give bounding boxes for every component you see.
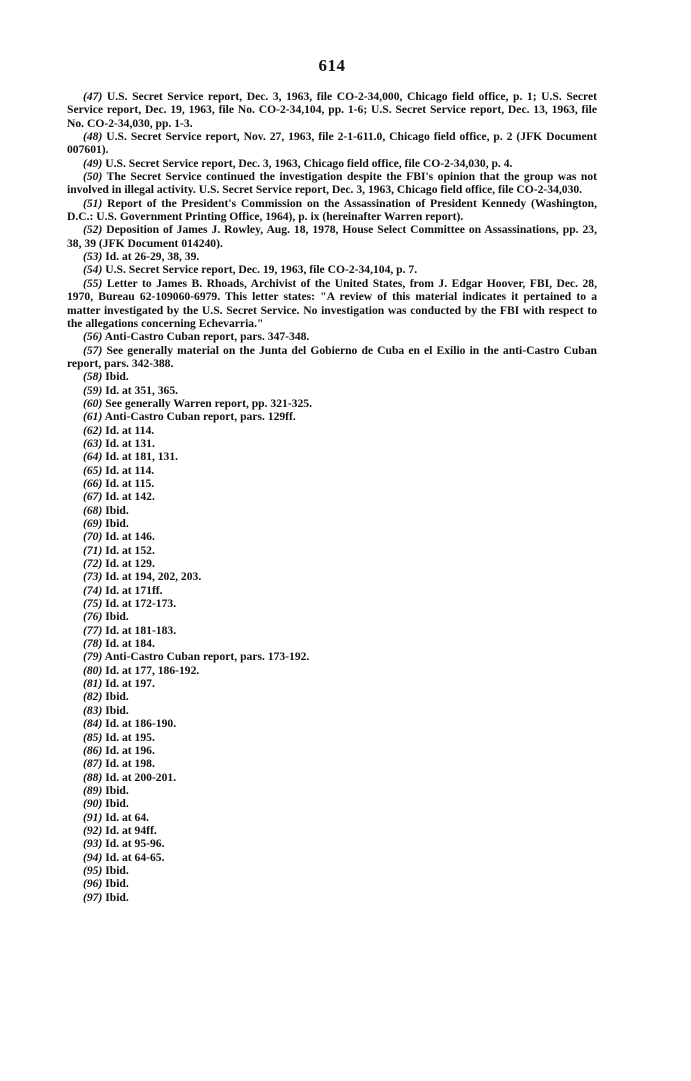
footnote-number: (87) — [83, 757, 103, 771]
footnote — [67, 504, 597, 517]
footnote-text: U.S. Secret Service report, Dec. 3, 1963, file CO-2-34,000, Chicago field office, p. 1; U.S. Secret Service report, Dec. 19, 1963, file No. CO-2-34,104, pp. 1-6; U.S. Secret Service report, Dec. 13, 1963, file No. CO-2-34,030, pp. 1-3. — [67, 90, 597, 130]
footnote-text: Id. at 197. — [105, 677, 155, 691]
footnote — [67, 797, 597, 810]
footnote — [67, 864, 597, 877]
footnote-number: (54) — [83, 263, 103, 277]
footnote — [67, 437, 597, 450]
footnote-number: (79) — [83, 650, 103, 664]
footnote — [67, 891, 597, 904]
footnote — [67, 784, 597, 797]
footnote — [67, 717, 597, 730]
footnote-text: Id. at 129. — [105, 557, 155, 571]
footnote-number: (51) — [83, 196, 103, 210]
footnote — [67, 477, 597, 490]
footnote-number: (80) — [83, 663, 103, 677]
footnote-text: Id. at 195. — [105, 730, 155, 744]
footnote — [67, 584, 597, 597]
footnote-text: Id. at 95-96. — [105, 837, 165, 851]
footnote-text: Id. at 114. — [105, 423, 155, 437]
footnote — [67, 637, 597, 650]
footnote-number: (83) — [83, 703, 103, 717]
footnote-text: See generally material on the Junta del Gobierno de Cuba en el Exilio in the anti-Castro Cuban report, pars. 342-388. — [67, 343, 597, 370]
footnote-text: Id. at 184. — [105, 637, 155, 651]
footnote — [67, 597, 597, 610]
footnote-text: Id. at 64. — [105, 810, 150, 824]
footnote-text: Ibid. — [105, 703, 129, 717]
footnote-text: Ibid. — [105, 890, 129, 904]
footnote-number: (66) — [83, 476, 103, 490]
footnote-text: U.S. Secret Service report, Dec. 3, 1963, Chicago field office, file CO-2-34,030, p. 4. — [105, 156, 513, 170]
footnote-number: (97) — [83, 890, 103, 904]
footnote — [67, 90, 597, 130]
footnote — [67, 277, 597, 330]
footnote-text: Id. at 200-201. — [105, 770, 177, 784]
footnote-text: Id. at 198. — [105, 757, 155, 771]
footnote — [67, 330, 597, 343]
footnote-number: (60) — [83, 396, 103, 410]
footnote-number: (62) — [83, 423, 103, 437]
footnote-number: (56) — [83, 330, 103, 344]
footnote-text: Ibid. — [105, 610, 129, 624]
footnote-text: Deposition of James J. Rowley, Aug. 18, 1978, House Select Committee on Assassinations, pp. 23, 38, 39 (JFK Document 014240). — [67, 223, 597, 250]
footnote — [67, 757, 597, 770]
footnote-text: Id. at 171ff. — [105, 583, 163, 597]
footnote-number: (85) — [83, 730, 103, 744]
footnote-text: Id. at 94ff. — [105, 823, 157, 837]
footnote-number: (72) — [83, 557, 103, 571]
footnote — [67, 530, 597, 543]
footnote-text: Id. at 114. — [105, 463, 155, 477]
footnote-text: U.S. Secret Service report, Nov. 27, 1963, file 2-1-611.0, Chicago field office, p. 2 (JFK Document 007601). — [67, 130, 597, 157]
footnote-number: (86) — [83, 743, 103, 757]
footnote — [67, 557, 597, 570]
footnote — [67, 170, 597, 197]
footnote-number: (47) — [83, 90, 103, 103]
footnote — [67, 544, 597, 557]
page-number: 614 — [318, 56, 346, 75]
footnote-number: (59) — [83, 383, 103, 397]
footnote — [67, 464, 597, 477]
footnote — [67, 384, 597, 397]
footnote-number: (57) — [83, 343, 103, 357]
footnote-number: (64) — [83, 450, 103, 464]
footnote — [67, 370, 597, 383]
footnote-number: (70) — [83, 530, 103, 544]
footnote-text: Id. at 64-65. — [105, 850, 165, 864]
footnote-number: (75) — [83, 597, 103, 611]
footnote-number: (67) — [83, 490, 103, 504]
footnote-text: U.S. Secret Service report, Dec. 19, 1963, file CO-2-34,104, p. 7. — [105, 263, 418, 277]
footnote-text: Ibid. — [105, 503, 129, 517]
footnote — [67, 490, 597, 503]
footnote-number: (55) — [83, 276, 103, 290]
footnote-text: See generally Warren report, pp. 321-325. — [105, 396, 312, 410]
footnote-text: Id. at 194, 202, 203. — [105, 570, 202, 584]
footnote — [67, 197, 597, 224]
footnote — [67, 610, 597, 623]
footnote-text: Ibid. — [105, 797, 129, 811]
footnote — [67, 731, 597, 744]
footnote — [67, 130, 597, 157]
footnote-text: Anti-Castro Cuban report, pars. 129ff. — [104, 410, 296, 424]
footnote-text: Ibid. — [105, 863, 129, 877]
footnote-number: (95) — [83, 863, 103, 877]
footnote — [67, 771, 597, 784]
footnote-number: (84) — [83, 717, 103, 731]
footnote — [67, 157, 597, 170]
footnote-text: Id. at 142. — [105, 490, 155, 504]
footnote-text: Letter to James B. Rhoads, Archivist of the United States, from J. Edgar Hoover, FBI, Dec. 28, 1970, Bureau 62-109060-6979. This letter states: "A review of this material indicates it pertained to a matter investigated by the U.S. Secret Service. No investigation was conducted by the FBI with respect to the allegations concerning Echevarria." — [67, 276, 597, 330]
footnote — [67, 877, 597, 890]
footnote-number: (93) — [83, 837, 103, 851]
footnote-text: Id. at 172-173. — [105, 597, 177, 611]
footnote-number: (58) — [83, 370, 103, 384]
footnote-text: Report of the President's Commission on the Assassination of President Kennedy (Washington, D.C.: U.S. Government Printing Office, 1964), p. ix (hereinafter Warren report). — [67, 196, 597, 224]
footnote — [67, 624, 597, 637]
footnote — [67, 424, 597, 437]
footnote-text: Id. at 181, 131. — [105, 450, 179, 464]
footnote-text: Ibid. — [105, 690, 129, 704]
footnote-number: (92) — [83, 823, 103, 837]
footnote-text: Id. at 115. — [105, 476, 155, 490]
footnote-text: Id. at 152. — [105, 543, 155, 557]
footnote-number: (63) — [83, 436, 103, 450]
footnote-number: (88) — [83, 770, 103, 784]
footnote-number: (69) — [83, 517, 103, 530]
footnote-text: Id. at 177, 186-192. — [105, 663, 200, 677]
footnote-text: Id. at 186-190. — [105, 717, 177, 731]
footnote-text: Anti-Castro Cuban report, pars. 173-192. — [104, 650, 310, 664]
footnote — [67, 250, 597, 263]
footnote — [67, 410, 597, 423]
footnotes-list — [67, 90, 597, 904]
footnote — [67, 824, 597, 837]
footnote — [67, 223, 597, 250]
footnote — [67, 397, 597, 410]
footnote-text: Id. at 196. — [105, 743, 155, 757]
footnote-text: Ibid. — [105, 370, 129, 384]
footnote-number: (91) — [83, 810, 103, 824]
footnote-number: (89) — [83, 783, 103, 797]
footnote — [67, 450, 597, 463]
footnote — [67, 704, 597, 717]
footnote — [67, 650, 597, 663]
footnote-number: (90) — [83, 797, 103, 811]
footnote-number: (71) — [83, 543, 103, 557]
footnote-number: (74) — [83, 583, 103, 597]
footnote — [67, 811, 597, 824]
footnote-number: (53) — [83, 250, 103, 264]
footnote — [67, 570, 597, 583]
footnote-number: (48) — [83, 130, 103, 144]
footnote — [67, 837, 597, 850]
footnote-number: (82) — [83, 690, 103, 704]
footnote-number: (96) — [83, 877, 103, 891]
footnote-text: The Secret Service continued the investigation despite the FBI's opinion that the group was not involved in illegal activity. U.S. Secret Service report, Dec. 3, 1963, Chicago field office, file CO-2-34,030. — [67, 170, 597, 197]
footnote-text: Id. at 351, 365. — [105, 383, 179, 397]
footnote-number: (61) — [83, 410, 103, 424]
footnote-number: (94) — [83, 850, 103, 864]
footnote-number: (65) — [83, 463, 103, 477]
footnote-number: (78) — [83, 637, 103, 651]
footnote-text: Ibid. — [105, 783, 129, 797]
footnote-text: Id. at 146. — [105, 530, 155, 544]
footnote-text: Id. at 26-29, 38, 39. — [105, 250, 200, 264]
footnote-number: (52) — [83, 223, 103, 237]
footnote — [67, 344, 597, 371]
footnote-number: (68) — [83, 503, 103, 517]
footnote-text: Anti-Castro Cuban report, pars. 347-348. — [104, 330, 310, 344]
footnote — [67, 677, 597, 690]
footnote — [67, 744, 597, 757]
footnote-text: Id. at 131. — [105, 436, 155, 450]
footnote — [67, 664, 597, 677]
footnote — [67, 517, 597, 530]
footnote-number: (50) — [83, 170, 103, 184]
footnote — [67, 851, 597, 864]
footnote-number: (49) — [83, 156, 103, 170]
footnote-text: Id. at 181-183. — [105, 623, 177, 637]
footnote-number: (77) — [83, 623, 103, 637]
footnote — [67, 690, 597, 703]
footnote — [67, 263, 597, 276]
footnote-number: (73) — [83, 570, 103, 584]
footnote-text: Ibid. — [105, 877, 129, 891]
footnote-text: Ibid. — [105, 517, 129, 530]
footnote-number: (76) — [83, 610, 103, 624]
footnote-number: (81) — [83, 677, 103, 691]
